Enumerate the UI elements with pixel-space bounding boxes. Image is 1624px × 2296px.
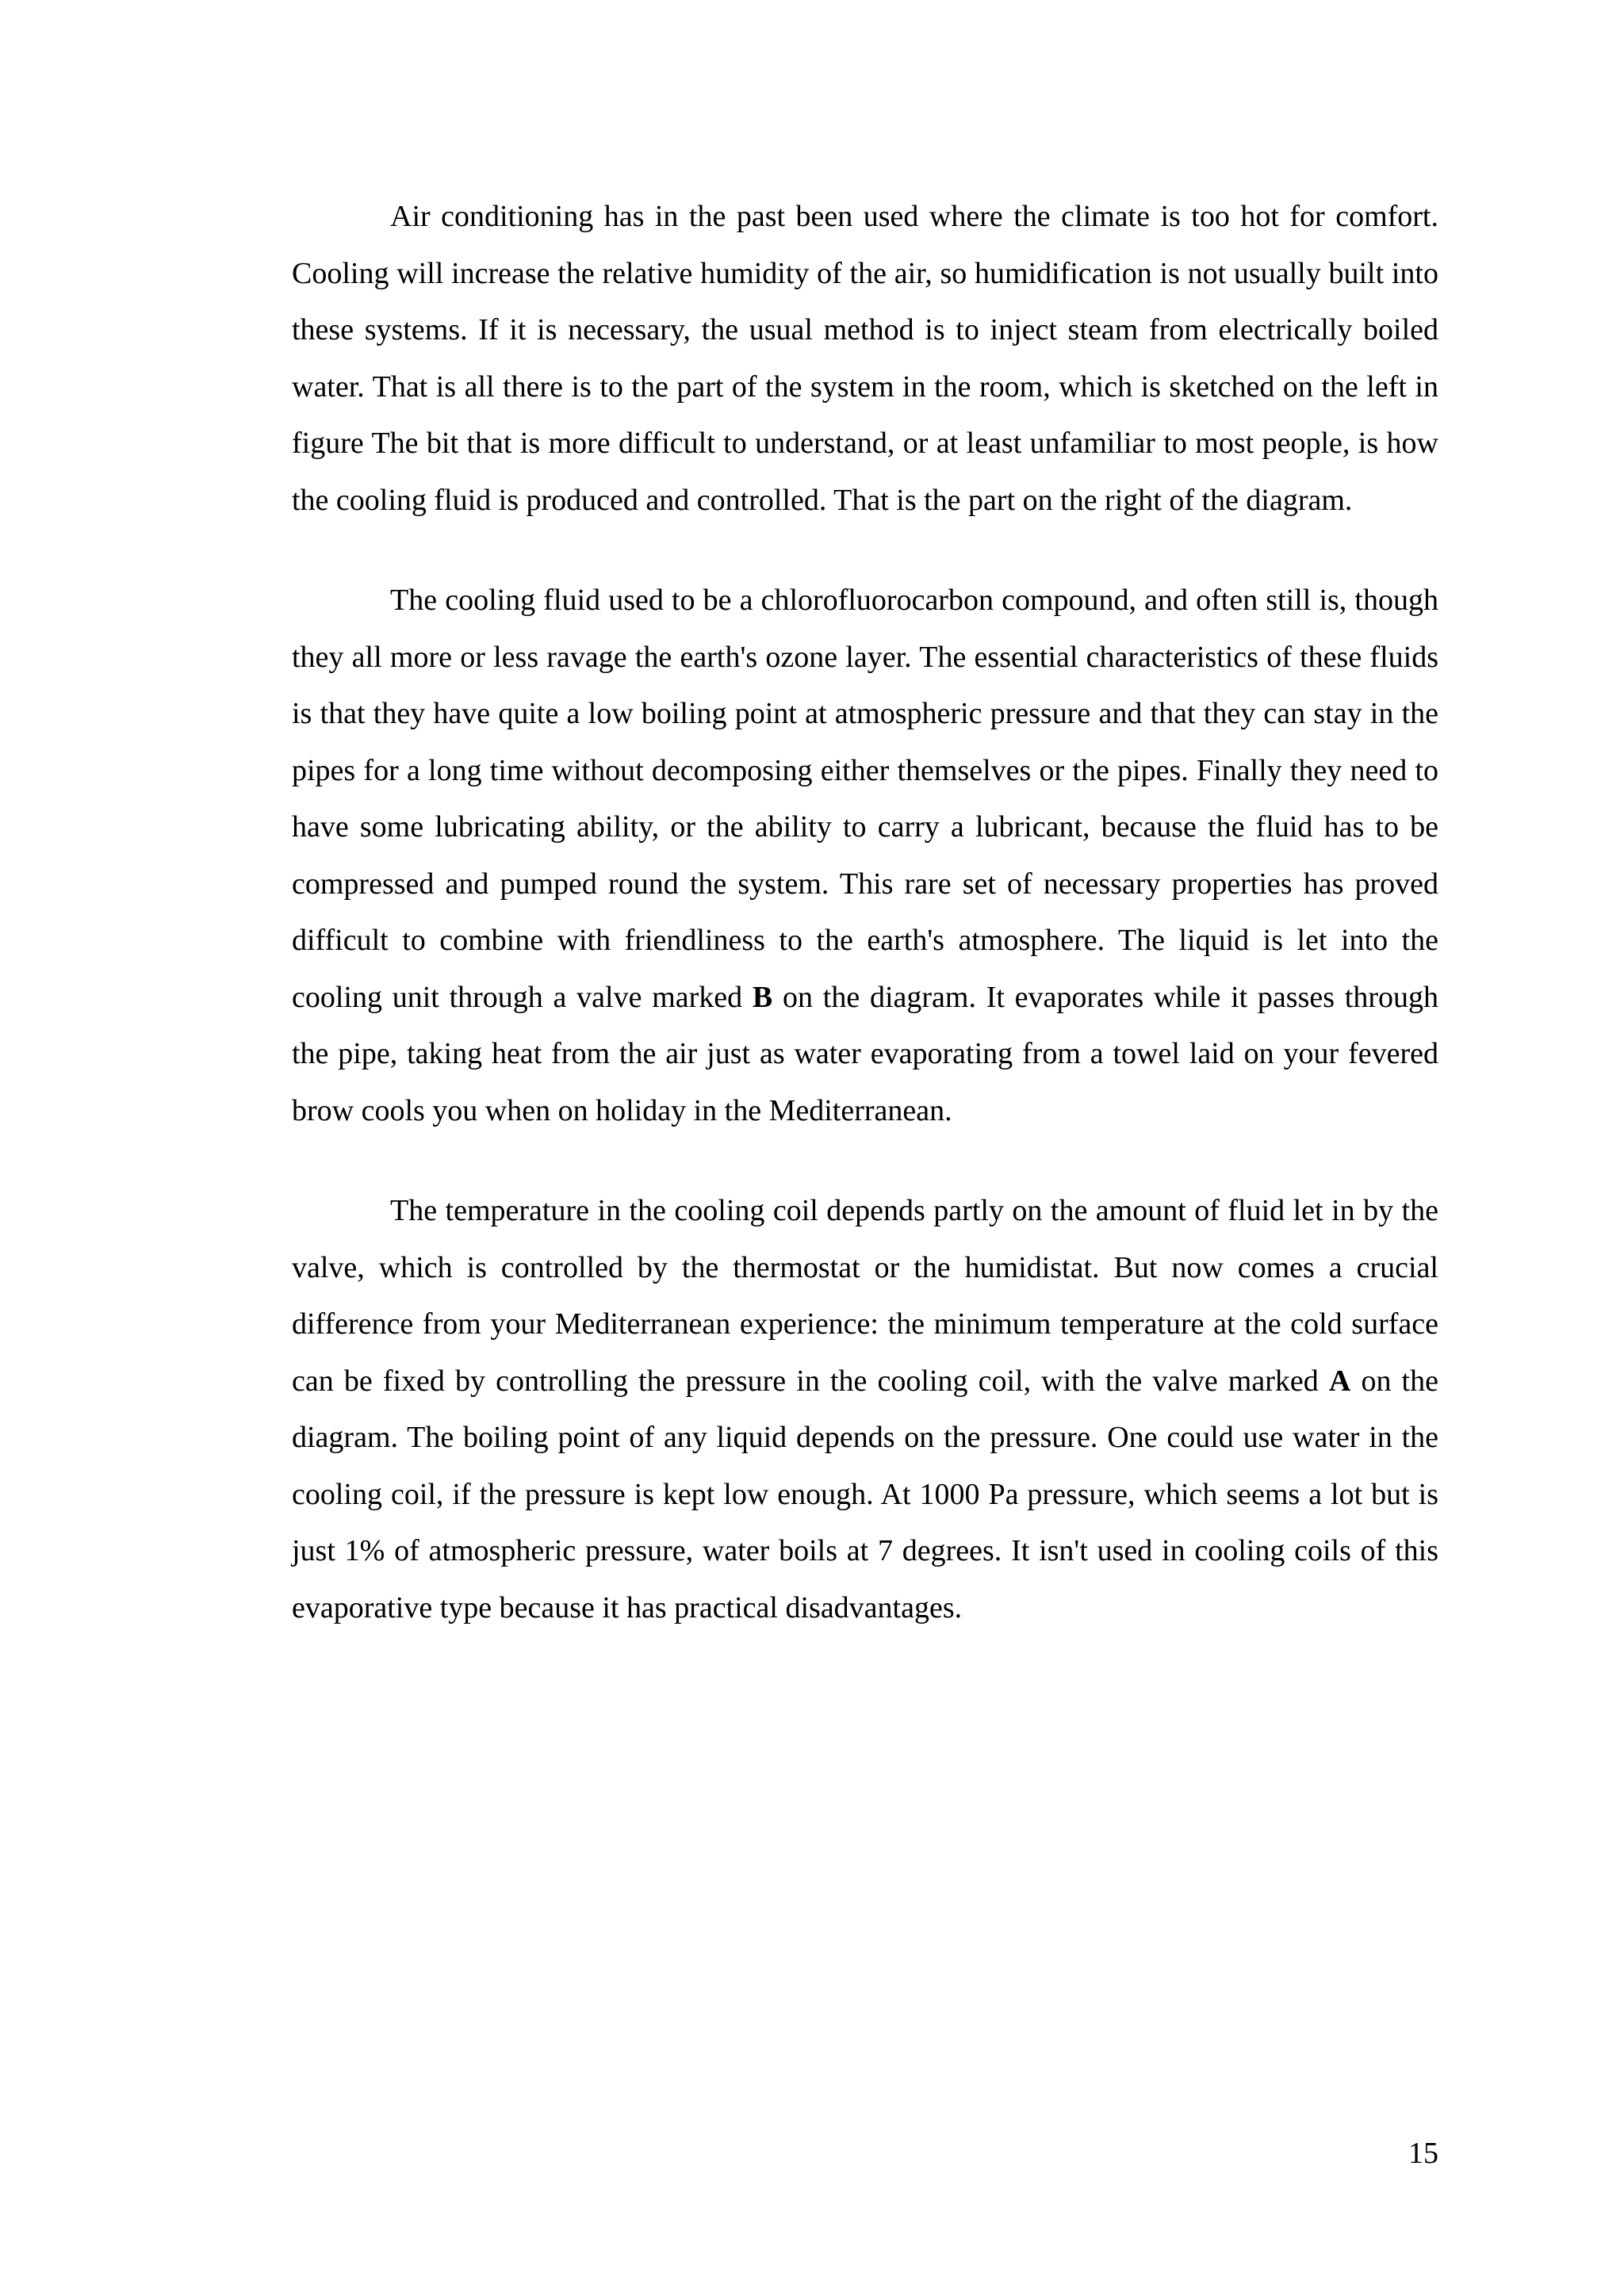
paragraph-text: on the diagram. It evaporates while it passes through the pipe, taking heat from the air just as water evaporating from a towel laid on your fevered brow cools you when on holiday in the Mediterranean.	[292, 980, 1438, 1127]
paragraph-cooling-fluid	[292, 572, 1438, 1139]
valve-label-b: B	[752, 980, 773, 1014]
body-text	[292, 189, 1438, 1636]
page-number: 15	[1408, 2137, 1438, 2170]
paragraph-text: Air conditioning has in the past been used where the climate is too hot for comfort. Cooling will increase the relative humidity of the air, so humidification is not usually built into these systems. If it is necessary, the usual method is to inject steam from electrically boiled water. That is all there is to the part of the system in the room, which is sketched on the left in figure The bit that is more difficult to understand, or at least unfamiliar to most people, is how the cooling fluid is produced and controlled. That is the part on the right of the diagram.	[292, 200, 1438, 517]
paragraph-cooling-coil-temperature	[292, 1183, 1438, 1636]
paragraph-air-conditioning	[292, 189, 1438, 529]
paragraph-text: on the diagram. The boiling point of any liquid depends on the pressure. One could use water in the cooling coil, if the pressure is kept low enough. At 1000 Pa pressure, which seems a lot but is just 1% of atmospheric pressure, water boils at 7 degrees. It isn't used in cooling coils of this evaporative type because it has practical disadvantages.	[292, 1364, 1438, 1624]
paragraph-text: The cooling fluid used to be a chlorofluorocarbon compound, and often still is, though they all more or less ravage the earth's ozone layer. The essential characteristics of these fluids is that they have quite a low boiling point at atmospheric pressure and that they can stay in the pipes for a long time without decomposing either themselves or the pipes. Finally they need to have some lubricating ability, or the ability to carry a lubricant, because the fluid has to be compressed and pumped round the system. This rare set of necessary properties has proved difficult to combine with friendliness to the earth's atmosphere. The liquid is let into the cooling unit through a valve marked	[292, 584, 1438, 1014]
valve-label-a: A	[1328, 1364, 1351, 1398]
paragraph-text: The temperature in the cooling coil depends partly on the amount of fluid let in by the valve, which is controlled by the thermostat or the humidistat. But now comes a crucial difference from your Mediterranean experience: the minimum temperature at the cold surface can be fixed by controlling the pressure in the cooling coil, with the valve marked	[292, 1194, 1438, 1398]
